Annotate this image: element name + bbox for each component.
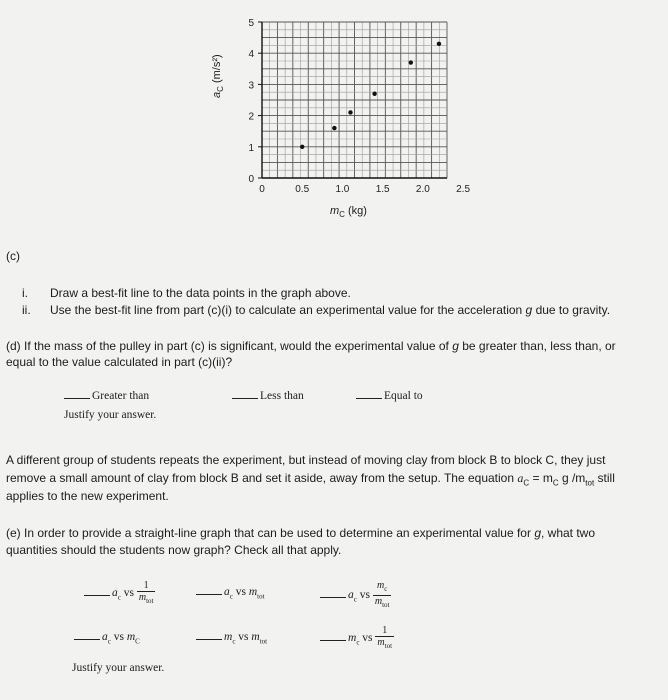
option-less-than[interactable]: Less than (232, 390, 304, 402)
option-mc-vs-mtot[interactable]: $m_c$ vs $m_{tot}$ (196, 631, 267, 645)
x-tick-label: 1.5 (375, 184, 390, 195)
graph-region (0, 0, 668, 235)
part-e-justify: Justify your answer. (72, 662, 165, 674)
part-c-i-text: Draw a best-fit line to the data points in the graph above. (50, 286, 351, 300)
data-point (300, 145, 304, 149)
option-ac-vs-mtot[interactable]: $a_c$ vs $m_{tot}$ (196, 586, 265, 600)
option-ac-vs-inverse-mtot[interactable]: $a_c$ vs $\frac{1}{m_{tot}}$ (84, 580, 155, 607)
y-tick-label: 5 (248, 18, 254, 29)
data-point (409, 60, 413, 64)
part-c-label: (c) (6, 249, 20, 263)
option-ac-vs-mc-over-mtot[interactable]: $a_c$ vs $\frac{m_c}{m_{tot}}$ (320, 580, 391, 611)
scenario-line1: A different group of students repeats the experiment, but instead of moving clay from block B to block C, they just (6, 453, 606, 467)
y-tick-label: 1 (248, 142, 254, 154)
x-tick-label: 2.0 (415, 184, 430, 195)
data-point (372, 92, 376, 96)
x-tick-label: 1.0 (335, 184, 350, 195)
x-tick-label: 0 (259, 184, 265, 195)
option-equal-to[interactable]: Equal to (356, 390, 423, 402)
data-point (332, 126, 336, 130)
part-e-question-line1: (e) In order to provide a straight-line graph that can be used to determine an experimental value for g, what two (6, 526, 596, 540)
option-greater-than[interactable]: Greater than (64, 390, 149, 402)
part-c-i-number: i. (22, 286, 28, 300)
scatter-chart (0, 0, 668, 235)
scenario-line2: remove a small amount of clay from block B and set it aside, away from the setup. The equation $a_C = m_C$ g $/m_{tot}$ still (6, 471, 615, 488)
part-c-ii-text: Use the best-fit line from part (c)(i) to calculate an experimental value for the acceleration g due to gravity. (50, 303, 611, 317)
part-e-question-line2: quantities should the students now graph? Check all that apply. (6, 543, 342, 557)
y-tick-label: 4 (248, 49, 254, 61)
y-axis-label: $a_C$ (m/s²) (211, 54, 226, 98)
part-d-justify: Justify your answer. (64, 409, 157, 421)
part-d-question-line1: (d) If the mass of the pulley in part (c) is significant, would the experimental value of g be greater than, less than, or (6, 339, 616, 353)
option-mc-vs-inverse-mtot[interactable]: $m_c$ vs $\frac{1}{m_{tot}}$ (320, 625, 394, 652)
option-ac-vs-mc[interactable]: $a_c$ vs $m_C$ (74, 631, 140, 645)
x-tick-label: 0.5 (295, 184, 310, 195)
y-tick-label: 0 (248, 174, 254, 185)
y-tick-label: 3 (248, 80, 254, 92)
data-point (348, 110, 352, 114)
scenario-line3: applies to the new experiment. (6, 489, 169, 503)
y-tick-label: 2 (248, 111, 254, 123)
x-axis-label: $m_C$ (kg) (330, 205, 367, 220)
part-c-ii-number: ii. (22, 303, 31, 317)
x-tick-label: 2.5 (456, 184, 471, 195)
data-point (437, 42, 441, 46)
part-d-question-line2: equal to the value calculated in part (c)(ii)? (6, 355, 233, 369)
